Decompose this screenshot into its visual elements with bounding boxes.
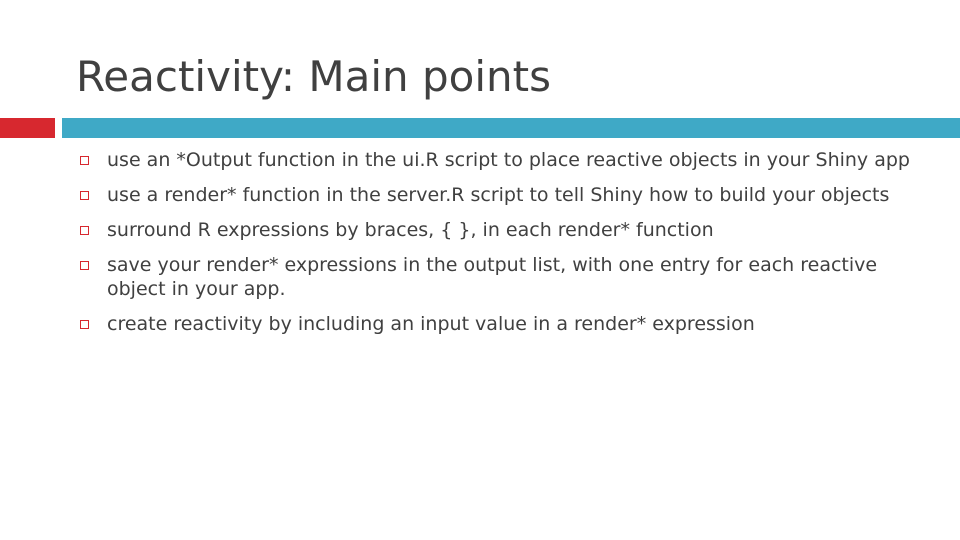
bullet-list [76, 148, 926, 347]
title-accent-bar-blue [62, 118, 960, 138]
bullet-text: create reactivity by including an input value in a render* expression [107, 313, 755, 335]
title-accent-bar-red [0, 118, 55, 138]
square-bullet-icon [80, 261, 89, 270]
bullet-text: surround R expressions by braces, { }, in each render* function [107, 219, 714, 241]
square-bullet-icon [80, 191, 89, 200]
slide-title: Reactivity: Main points [76, 52, 552, 101]
bullet-item [76, 253, 926, 301]
bullet-text: save your render* expressions in the output list, with one entry for each reactive object in your app. [107, 254, 878, 300]
square-bullet-icon [80, 156, 89, 165]
bullet-item [76, 148, 926, 172]
square-bullet-icon [80, 320, 89, 329]
bullet-item [76, 183, 926, 207]
bullet-item [76, 218, 926, 242]
bullet-text: use a render* function in the server.R script to tell Shiny how to build your objects [107, 184, 890, 206]
bullet-text: use an *Output function in the ui.R script to place reactive objects in your Shiny app [107, 149, 910, 171]
square-bullet-icon [80, 226, 89, 235]
bullet-item [76, 312, 926, 336]
